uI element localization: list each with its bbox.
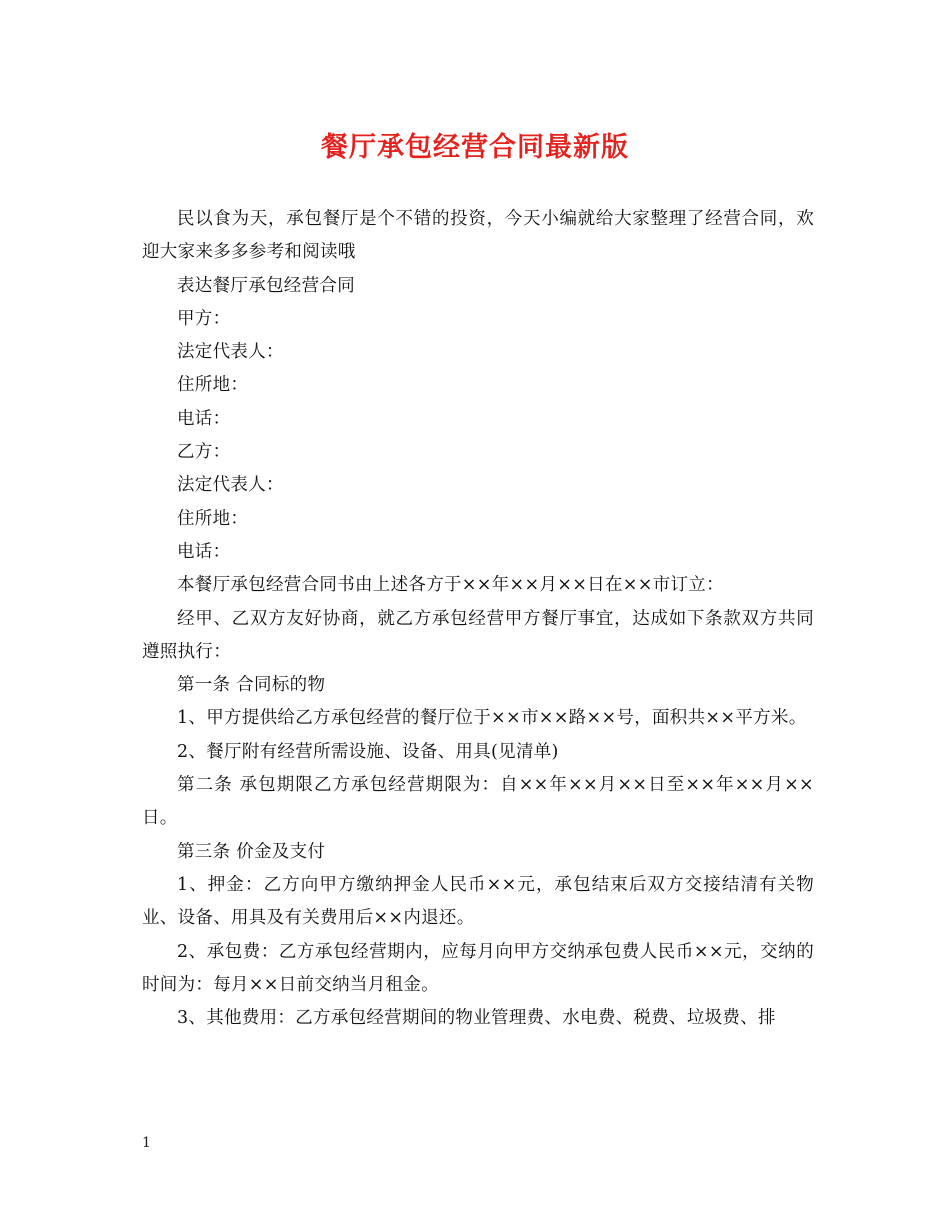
article-3-item-2: 2、承包费：乙方承包经营期内，应每月向甲方交纳承包费人民币××元，交纳的时间为：每月××日前交纳当月租金。 xyxy=(142,941,814,995)
article-3-item-1: 1、押金：乙方向甲方缴纳押金人民币××元，承包结束后双方交接结清有关物业、设备、用具及有关费用后××内退还。 xyxy=(142,874,814,929)
article-2-term: 第二条 承包期限乙方承包经营期限为：自××年××月××日至××年××月××日。 xyxy=(142,775,814,829)
party-b-representative: 法定代表人： xyxy=(177,475,284,496)
article-3-heading: 第三条 价金及支付 xyxy=(177,841,326,862)
party-b-phone: 电话： xyxy=(177,541,231,562)
article-1-heading: 第一条 合同标的物 xyxy=(177,675,326,696)
contract-heading: 表达餐厅承包经营合同 xyxy=(177,275,355,296)
page-number: 1 xyxy=(142,1135,151,1151)
agreement-preamble: 经甲、乙双方友好协商，就乙方承包经营甲方餐厅事宜，达成如下条款双方共同遵照执行： xyxy=(142,608,814,662)
party-a-phone: 电话： xyxy=(177,408,231,429)
article-1-item-2: 2、餐厅附有经营所需设施、设备、用具(见清单) xyxy=(177,741,559,762)
article-3-item-3: 3、其他费用：乙方承包经营期间的物业管理费、水电费、税费、垃圾费、排 xyxy=(177,1008,776,1029)
intro-paragraph: 民以食为天，承包餐厅是个不错的投资，今天小编就给大家整理了经营合同，欢迎大家来多多参考和阅读哦 xyxy=(142,209,814,263)
party-b-address: 住所地： xyxy=(177,508,249,529)
party-a-representative: 法定代表人： xyxy=(177,342,284,363)
party-a-label: 甲方： xyxy=(177,308,231,329)
party-a-address: 住所地： xyxy=(177,375,249,396)
document-title: 餐厅承包经营合同最新版 xyxy=(321,132,629,163)
article-1-item-1: 1、甲方提供给乙方承包经营的餐厅位于××市××路××号，面积共××平方米。 xyxy=(177,708,807,729)
party-b-label: 乙方： xyxy=(177,442,231,463)
signing-statement: 本餐厅承包经营合同书由上述各方于××年××月××日在××市订立： xyxy=(177,575,724,596)
document-body xyxy=(142,203,814,1035)
